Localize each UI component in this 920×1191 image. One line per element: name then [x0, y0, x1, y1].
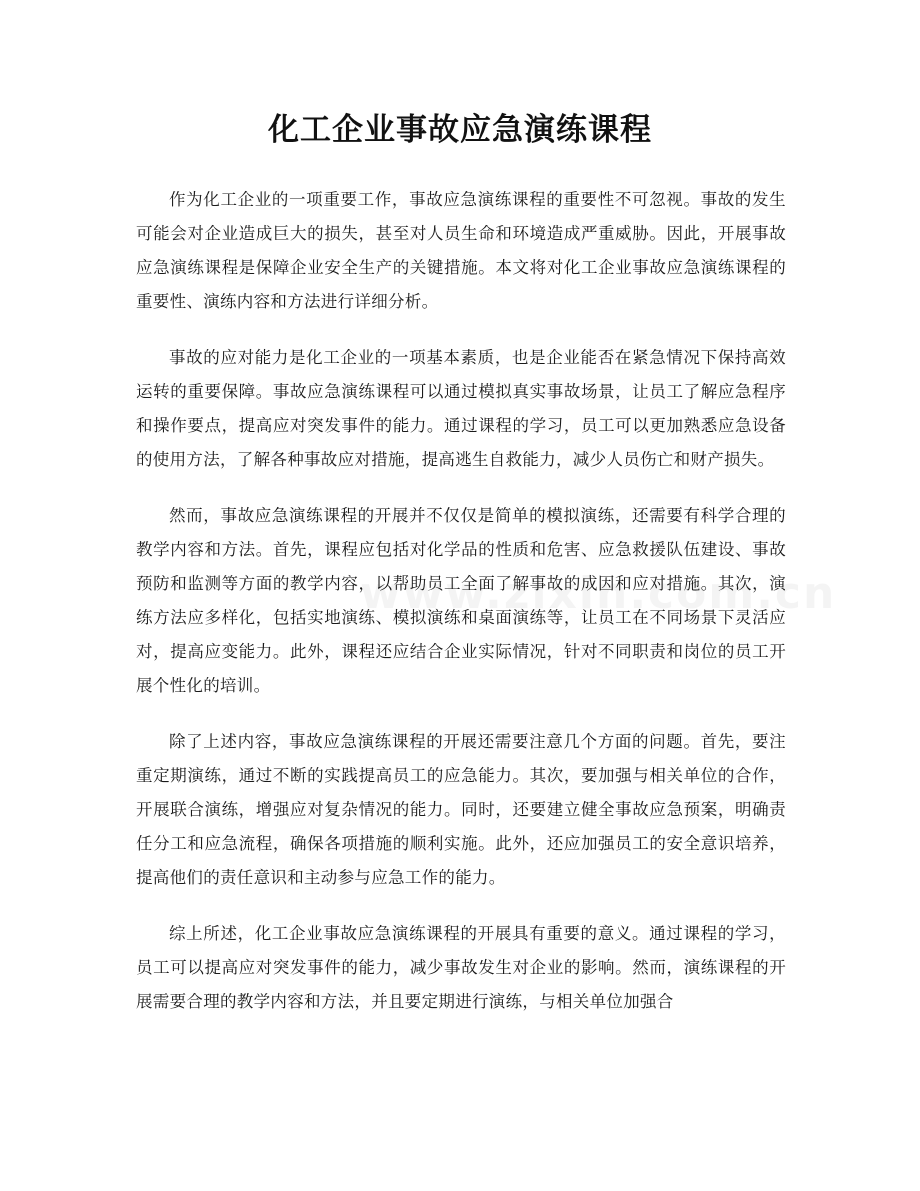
- paragraph-2: 事故的应对能力是化工企业的一项基本素质，也是企业能否在紧急情况下保持高效运转的重要保障。事故应急演练课程可以通过模拟真实事故场景，让员工了解应急程序和操作要点，提高应对突发事件的能力。通过课程的学习，员工可以更加熟悉应急设备的使用方法，了解各种事故应对措施，提高逃生自救能力，减少人员伤亡和财产损失。: [136, 348, 786, 469]
- document-title: 化工企业事故应急演练课程: [268, 112, 652, 148]
- paragraph-3: 然而，事故应急演练课程的开展并不仅仅是简单的模拟演练，还需要有科学合理的教学内容和方法。首先，课程应包括对化学品的性质和危害、应急救援队伍建设、事故预防和监测等方面的教学内容，以帮助员工全面了解事故的成因和应对措施。其次，演练方法应多样化，包括实地演练、模拟演练和桌面演练等，让员工在不同场景下灵活应对，提高应变能力。此外，课程还应结合企业实际情况，针对不同职责和岗位的员工开展个性化的培训。: [136, 506, 786, 695]
- document-body: [136, 183, 786, 1041]
- paragraph-1: 作为化工企业的一项重要工作，事故应急演练课程的重要性不可忽视。事故的发生可能会对企业造成巨大的损失，甚至对人员生命和环境造成严重威胁。因此，开展事故应急演练课程是保障企业安全生产的关键措施。本文将对化工企业事故应急演练课程的重要性、演练内容和方法进行详细分析。: [136, 190, 786, 311]
- paragraph-5: 综上所述，化工企业事故应急演练课程的开展具有重要的意义。通过课程的学习，员工可以提高应对突发事件的能力，减少事故发生对企业的影响。然而，演练课程的开展需要合理的教学内容和方法，并且要定期进行演练，与相关单位加强合: [136, 924, 786, 1011]
- paragraph-4: 除了上述内容，事故应急演练课程的开展还需要注意几个方面的问题。首先，要注重定期演练，通过不断的实践提高员工的应急能力。其次，要加强与相关单位的合作，开展联合演练，增强应对复杂情况的能力。同时，还要建立健全事故应急预案，明确责任分工和应急流程，确保各项措施的顺利实施。此外，还应加强员工的安全意识培养，提高他们的责任意识和主动参与应急工作的能力。: [136, 732, 786, 887]
